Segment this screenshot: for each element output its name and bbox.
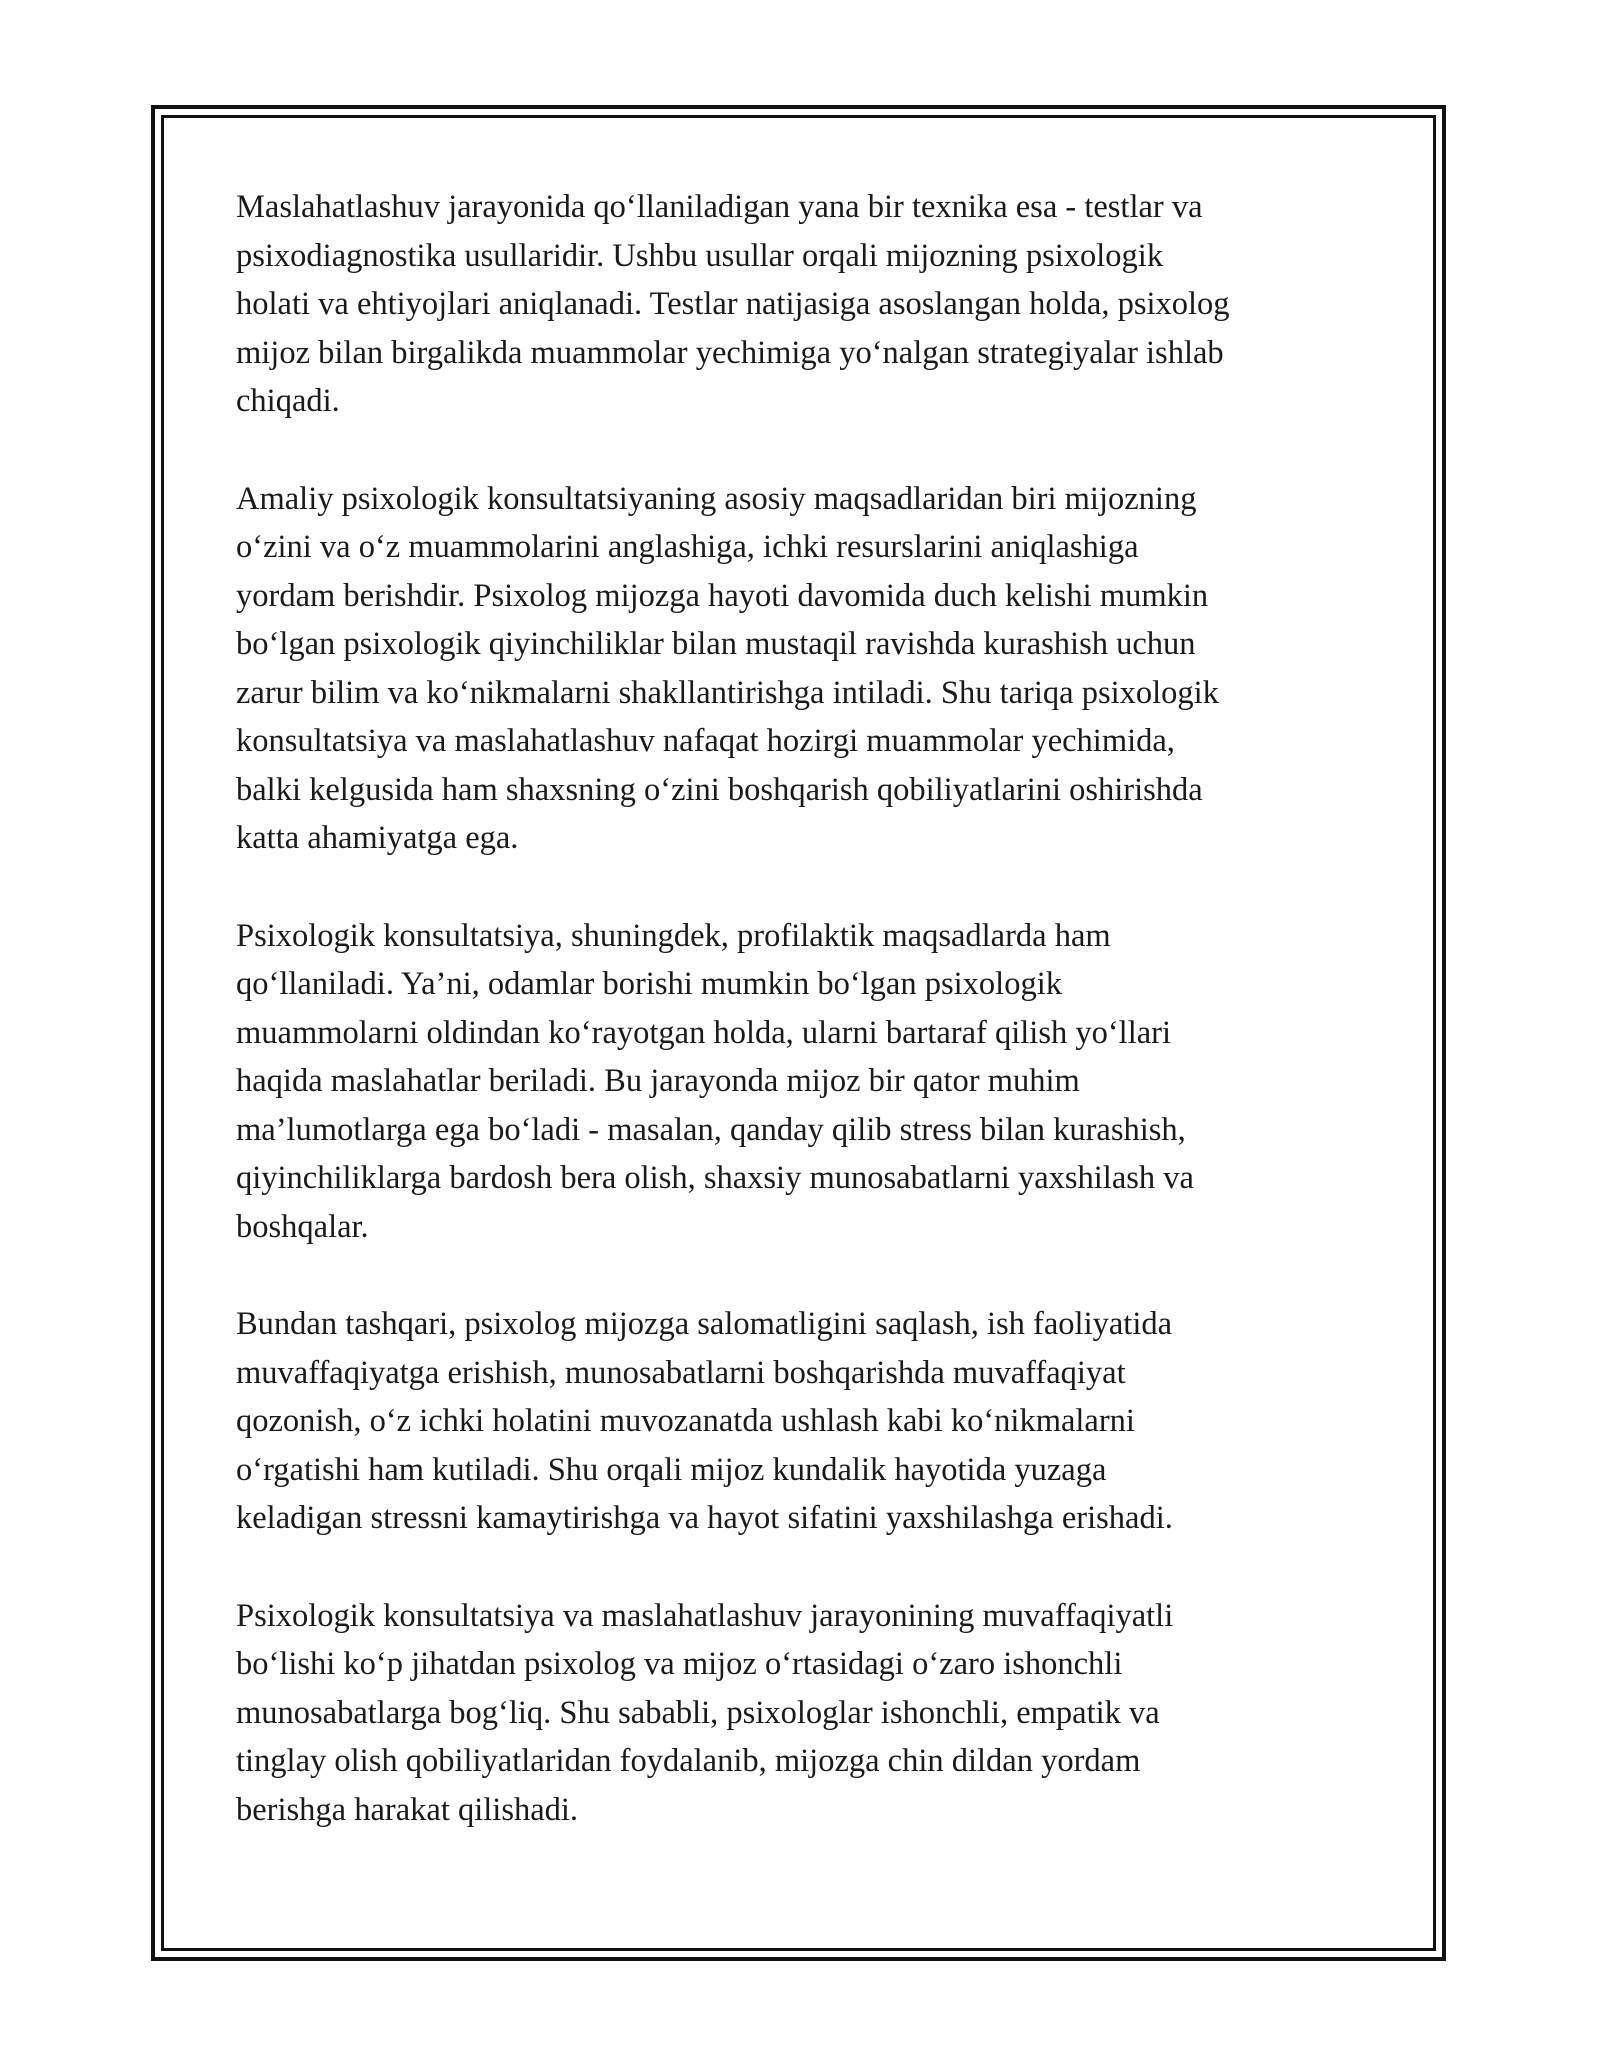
text-line: psixodiagnostika usullaridir. Ushbu usullar orqali mijozning psixologik bbox=[236, 237, 1164, 274]
text-line: ma’lumotlarga ega bo‘ladi - masalan, qanday qilib stress bilan kurashish, bbox=[236, 1111, 1186, 1148]
text-line: balki kelgusida ham shaxsning o‘zini boshqarish qobiliyatlarini oshirishda bbox=[236, 771, 1203, 808]
text-line: holati va ehtiyojlari aniqlanadi. Testlar natijasiga asoslangan holda, psixolog bbox=[236, 286, 1230, 322]
text-line: mijoz bilan birgalikda muammolar yechimiga yo‘nalgan strategiyalar ishlab bbox=[236, 334, 1224, 371]
text-line: Psixologik konsultatsiya va maslahatlashuv jarayonining muvaffaqiyatli bbox=[236, 1597, 1174, 1634]
text-line: yordam berishdir. Psixolog mijozga hayoti davomida duch kelishi mumkin bbox=[236, 577, 1209, 614]
paragraph-5 bbox=[236, 1592, 1366, 1835]
text-line: bo‘lgan psixologik qiyinchiliklar bilan mustaqil ravishda kurashish uchun bbox=[236, 626, 1196, 662]
text-line: haqida maslahatlar beriladi. Bu jarayonda mijoz bir qator muhim bbox=[236, 1063, 1080, 1099]
paragraph-3 bbox=[236, 912, 1366, 1252]
text-line: tinglay olish qobiliyatlaridan foydalanib, mijozga chin dildan yordam bbox=[236, 1743, 1141, 1779]
text-line: Maslahatlashuv jarayonida qo‘llaniladigan yana bir texnika esa - testlar va bbox=[236, 189, 1203, 225]
text-line: Amaliy psixologik konsultatsiyaning asosiy maqsadlaridan biri mijozning bbox=[236, 480, 1197, 517]
text-line: o‘zini va o‘z muammolarini anglashiga, ichki resurslarini aniqlashiga bbox=[236, 529, 1139, 565]
page-content bbox=[236, 183, 1366, 1883]
text-line: Bundan tashqari, psixolog mijozga salomatligini saqlash, ish faoliyatida bbox=[236, 1306, 1173, 1342]
paragraph-2 bbox=[236, 475, 1366, 863]
text-line: munosabatlarga bog‘liq. Shu sababli, psixologlar ishonchli, empatik va bbox=[236, 1694, 1160, 1731]
text-line: muvaffaqiyatga erishish, munosabatlarni boshqarishda muvaffaqiyat bbox=[236, 1354, 1126, 1391]
paragraph-1 bbox=[236, 183, 1366, 426]
text-line: qozonish, o‘z ichki holatini muvozanatda ushlash kabi ko‘nikmalarni bbox=[236, 1403, 1135, 1439]
text-line: berishga harakat qilishadi. bbox=[236, 1791, 579, 1828]
text-line: o‘rgatishi ham kutiladi. Shu orqali mijoz kundalik hayotida yuzaga bbox=[236, 1451, 1107, 1488]
paragraph-4 bbox=[236, 1300, 1366, 1543]
text-line: chiqadi. bbox=[236, 383, 340, 419]
text-line: katta ahamiyatga ega. bbox=[236, 820, 519, 856]
text-line: zarur bilim va ko‘nikmalarni shakllantirishga intiladi. Shu tariqa psixologik bbox=[236, 674, 1219, 711]
text-line: Psixologik konsultatsiya, shuningdek, profilaktik maqsadlarda ham bbox=[236, 917, 1111, 954]
text-line: keladigan stressni kamaytirishga va hayot sifatini yaxshilashga erishadi. bbox=[236, 1500, 1173, 1536]
text-line: konsultatsiya va maslahatlashuv nafaqat hozirgi muammolar yechimida, bbox=[236, 723, 1175, 759]
text-line: boshqalar. bbox=[236, 1208, 369, 1245]
text-line: bo‘lishi ko‘p jihatdan psixolog va mijoz o‘rtasidagi o‘zaro ishonchli bbox=[236, 1646, 1123, 1682]
text-line: qo‘llaniladi. Ya’ni, odamlar borishi mumkin bo‘lgan psixologik bbox=[236, 966, 1062, 1002]
text-line: qiyinchiliklarga bardosh bera olish, shaxsiy munosabatlarni yaxshilash va bbox=[236, 1160, 1194, 1196]
text-line: muammolarni oldindan ko‘rayotgan holda, ularni bartaraf qilish yo‘llari bbox=[236, 1014, 1172, 1051]
